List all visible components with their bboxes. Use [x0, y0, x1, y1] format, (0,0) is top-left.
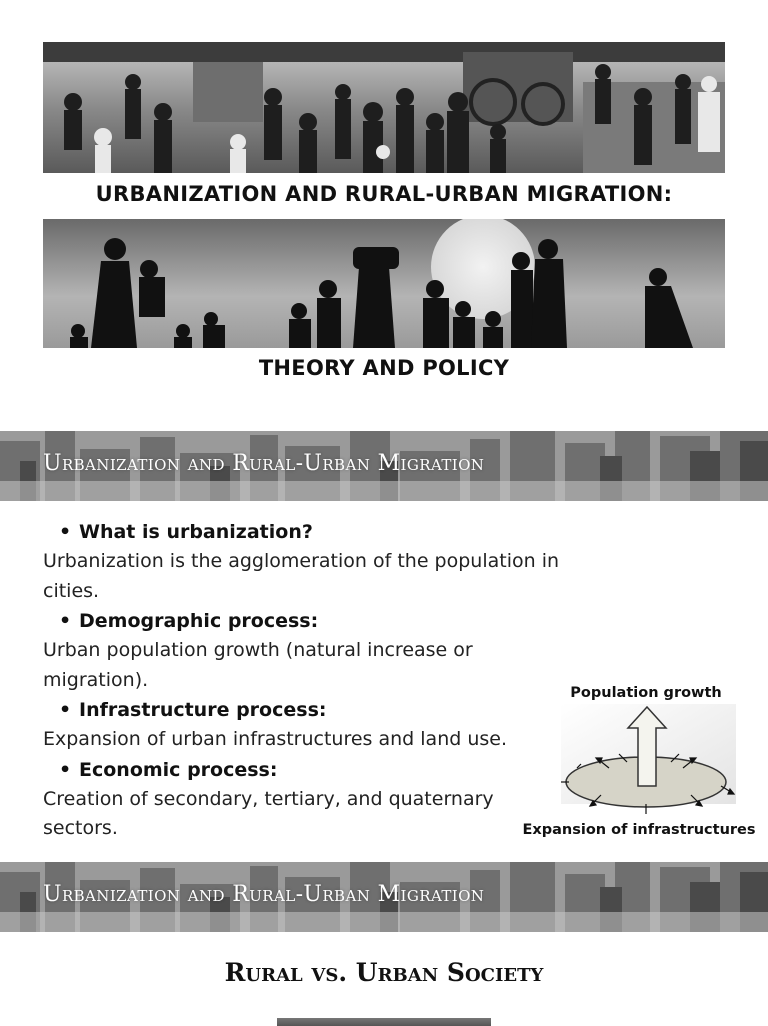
item-heading-text: Infrastructure process:: [79, 699, 327, 721]
content-list: [43, 517, 563, 844]
next-image-strip: [277, 1018, 491, 1026]
list-item-text: Urbanization is the agglomeration of the population in cities.: [43, 550, 560, 602]
list-item-heading: [59, 606, 563, 636]
bullet-icon: •: [59, 521, 72, 543]
bullet-icon: •: [59, 758, 72, 781]
item-heading-text: What is urbanization?: [79, 521, 313, 543]
list-item-text: Expansion of urban infrastructures and land use.: [43, 728, 508, 750]
section-banner: [0, 431, 768, 501]
diagram-bottom-label: Expansion of infrastructures: [522, 822, 756, 838]
growth-expansion-illustration: [521, 682, 761, 844]
item-heading-text: Economic process:: [79, 758, 278, 781]
banner-title: Urbanization and Rural-Urban Migration: [43, 882, 485, 907]
list-item-text: Creation of secondary, tertiary, and quaternary sectors.: [43, 787, 494, 839]
list-item-heading: [59, 755, 563, 785]
bullet-icon: •: [59, 610, 72, 632]
list-item-text: Urban population growth (natural increase or migration).: [43, 639, 473, 691]
bullet-icon: •: [59, 699, 72, 721]
banner-title: Urbanization and Rural-Urban Migration: [43, 451, 485, 476]
market-crowd-photo: [43, 42, 725, 173]
list-item-heading: [59, 517, 563, 547]
item-heading-text: Demographic process:: [79, 610, 319, 632]
page-subtitle: THEORY AND POLICY: [258, 356, 510, 380]
migrants-silhouette-photo: [43, 219, 725, 348]
page-title: URBANIZATION AND RURAL-URBAN MIGRATION:: [95, 182, 673, 206]
diagram-top-label: Population growth: [570, 685, 722, 701]
list-item-heading: [59, 695, 563, 725]
urbanization-diagram: [521, 682, 761, 844]
section-heading: Rural vs. Urban Society: [224, 958, 544, 987]
section-banner: [0, 862, 768, 932]
